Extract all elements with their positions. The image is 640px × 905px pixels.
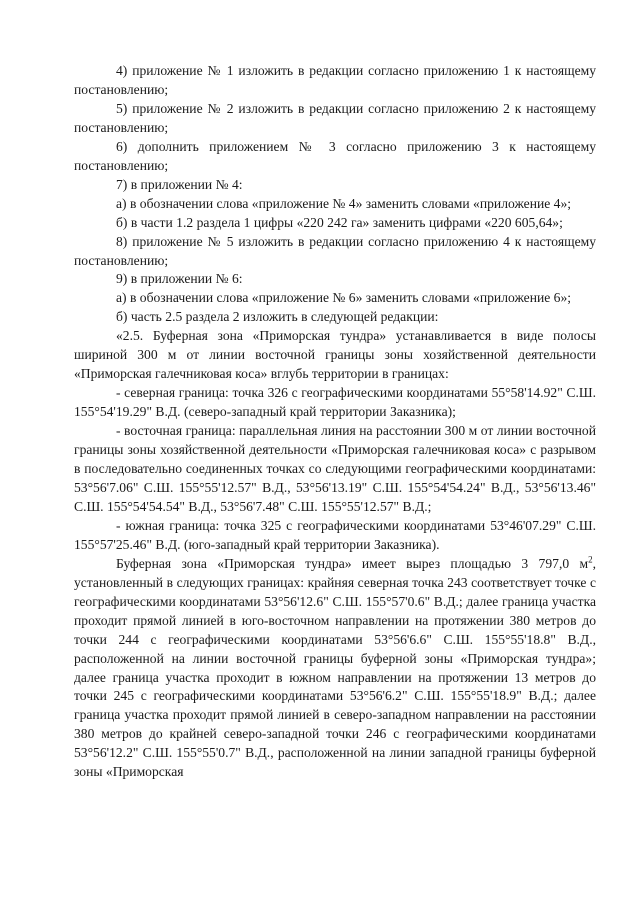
- paragraph-cutout: [74, 555, 596, 782]
- paragraph-section-2-5: «2.5. Буферная зона «Приморская тундра» устанавливается в виде полосы шириной 300 м от линии восточной границы зоны хозяйственной деятельности «Приморская галечниковая коса» вглубь территории в границах:: [74, 328, 596, 382]
- paragraph-item-5: 5) приложение № 2 изложить в редакции согласно приложению 2 к настоящему постановлению;: [74, 100, 596, 135]
- area-unit-superscript: 2: [588, 554, 593, 565]
- paragraph-item-9b: б) часть 2.5 раздела 2 изложить в следующей редакции:: [116, 309, 439, 325]
- paragraph-item-4: 4) приложение № 1 изложить в редакции согласно приложению 1 к настоящему постановлению;: [74, 63, 596, 97]
- cutout-text-start: Буферная зона «Приморская тундра» имеет вырез площадью 3 797,0 м: [116, 555, 589, 571]
- cutout-text-rest: , установленный в следующих границах: крайняя северная точка 243 соответствует точке с географическими координатами 53°56'12.6" С.Ш. 155°57'0.6" В.Д.; далее граница участка проходит прямой линией в юго-восточном направлении на протяжении 380 метров до точки 244 с географическими координатами 53°56'6.6" С.Ш. 155°55'18.8" В.Д., расположенной на линии восточной границы буферной зоны «Приморская тундра»; далее граница участка проходит в южном направлении на протяжении 13 метров до точки 245 с географическими координатами 53°56'6.2" С.Ш. 155°55'18.9" В.Д.; далее граница участка проходит прямой линией в северо-западном направлении на расстоянии 380 метров до крайней северо-западной точки 246 с географическими координатами 53°56'12.2" С.Ш. 155°55'0.7" В.Д., расположенной на линии западной границы буферной зоны «Приморская: [74, 555, 596, 780]
- paragraph-north-border: - северная граница: точка 326 с географическими координатами 55°58'14.92" С.Ш. 155°54'19.29" В.Д. (северо-западный край территории Заказника);: [74, 385, 596, 420]
- paragraph-east-border: - восточная граница: параллельная линия на расстоянии 300 м от линии восточной границы зоны хозяйственной деятельности «Приморская галечниковая коса» с разрывом в последовательно соединенных точках со следующими географическими координатами: 53°56'7.06" С.Ш. 155°55'12.57" В.Д., 53°56'13.19" С.Ш. 155°54'54.24" В.Д., 53°56'13.46" С.Ш. 155°54'54.54" В.Д., 53°56'7.48" С.Ш. 155°55'12.57" В.Д.;: [74, 423, 596, 514]
- paragraph-item-7a: а) в обозначении слова «приложение № 4» заменить словами «приложение 4»;: [116, 195, 572, 211]
- paragraph-south-border: - южная граница: точка 325 с географическими координатами 53°46'07.29" С.Ш. 155°57'25.46" В.Д. (юго-западный край территории Заказника).: [74, 517, 596, 552]
- paragraph-item-7b: б) в части 1.2 раздела 1 цифры «220 242 га» заменить цифрами «220 605,64»;: [116, 214, 563, 230]
- document-page: [74, 62, 596, 782]
- paragraph-item-9: 9) в приложении № 6:: [116, 271, 243, 287]
- paragraph-item-6: 6) дополнить приложением № 3 согласно приложению 3 к настоящему постановлению;: [74, 138, 596, 173]
- paragraph-item-7: 7) в приложении № 4:: [116, 176, 243, 192]
- paragraph-item-9a: а) в обозначении слова «приложение № 6» заменить словами «приложение 6»;: [116, 290, 572, 306]
- paragraph-item-8: 8) приложение № 5 изложить в редакции согласно приложению 4 к настоящему постановлению;: [74, 233, 596, 268]
